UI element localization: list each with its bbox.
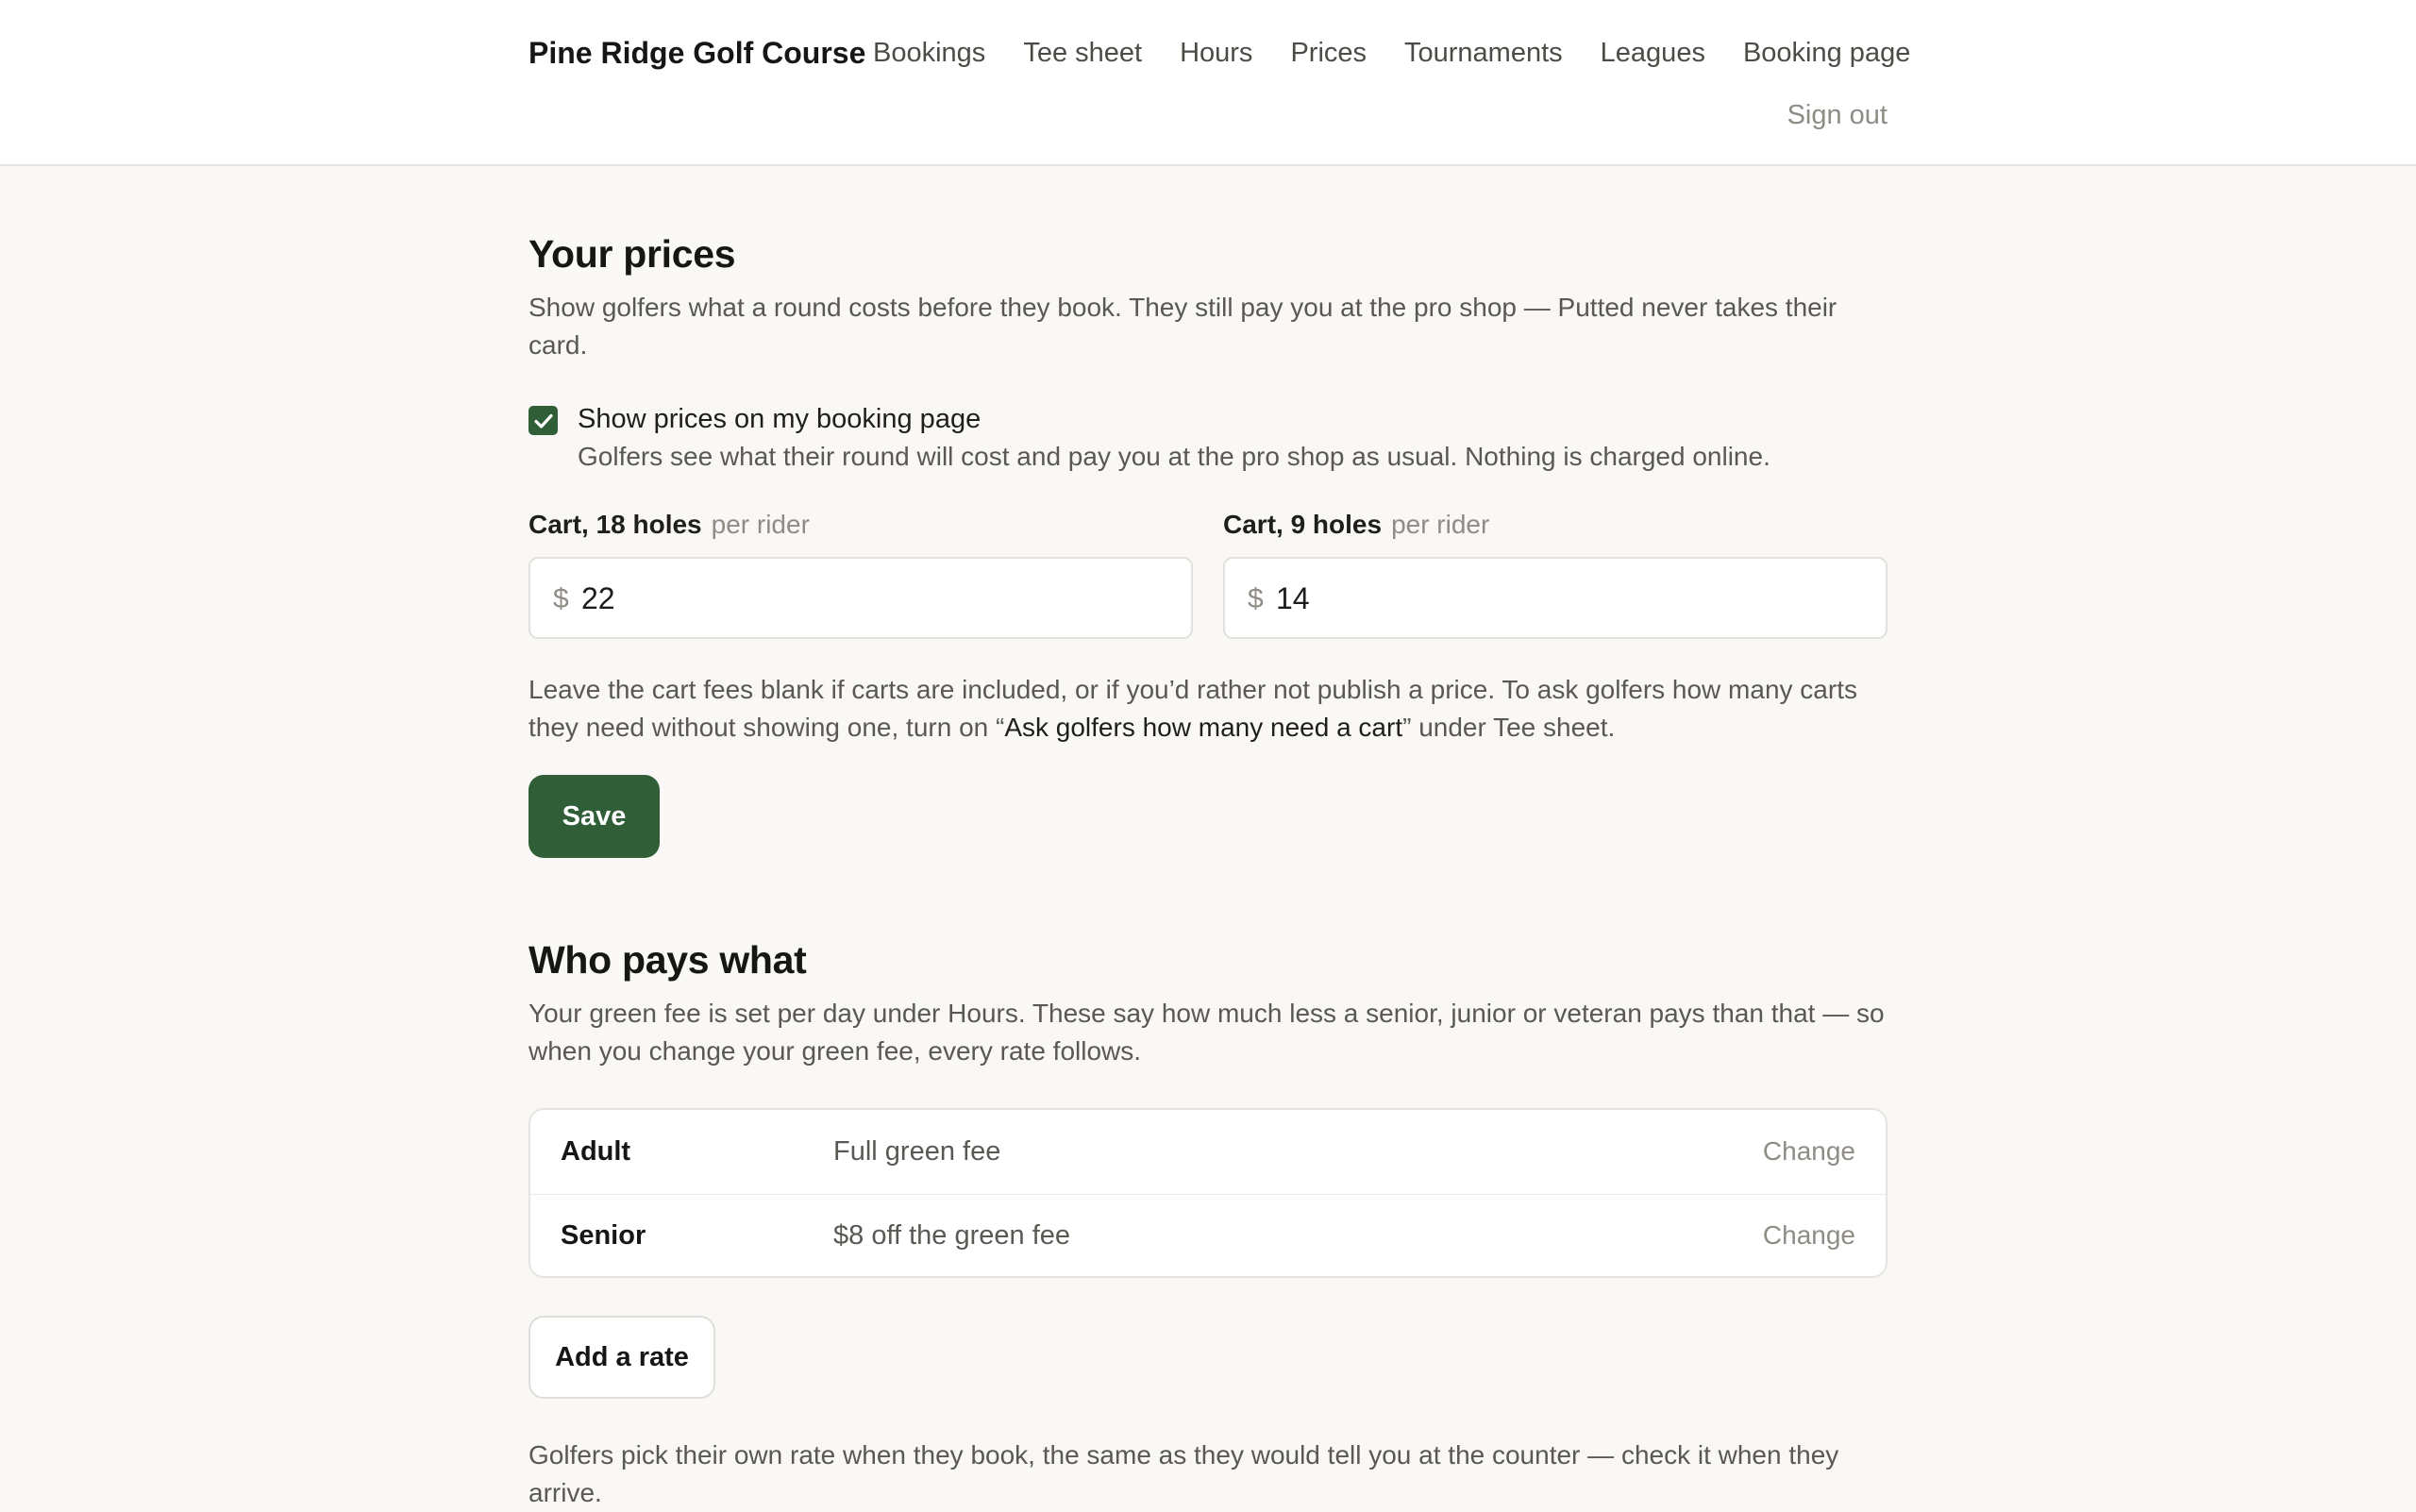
rate-description: Full green fee [833, 1136, 1001, 1167]
cart-18-label: Cart, 18 holes per rider [528, 510, 810, 539]
rate-name: Adult [561, 1136, 631, 1167]
course-name[interactable]: Pine Ridge Golf Course [528, 36, 866, 70]
rates-footer-note: Golfers pick their own rate when they book, the same as they would tell you at the counter — check it when they arrive. [528, 1440, 1839, 1507]
nav-leagues[interactable]: Leagues [1600, 38, 1705, 68]
checkmark-icon [532, 410, 555, 432]
nav-bookings[interactable]: Bookings [873, 38, 986, 68]
prices-intro: Show golfers what a round costs before they book. They still pay you at the pro shop — Putted never takes their card. [528, 293, 1837, 360]
change-rate-button[interactable]: Change [1762, 1136, 1855, 1166]
rate-row-senior [530, 1194, 1886, 1278]
save-button[interactable]: Save [528, 775, 660, 858]
prices-heading: Your prices [528, 232, 736, 276]
add-rate-button[interactable]: Add a rate [528, 1316, 715, 1399]
top-navigation-bar [0, 0, 2416, 166]
cart-fee-note: Leave the cart fees blank if carts are included, or if you’d rather not publish a price. To ask golfers how many carts they need without showing one, turn on “Ask golfers how many need a cart” under Tee sheet. [528, 675, 1857, 742]
cart-9-input[interactable] [1223, 557, 1888, 639]
nav-hours[interactable]: Hours [1180, 38, 1253, 68]
nav-prices[interactable]: Prices [1290, 38, 1367, 68]
cart-9-field [1223, 510, 1888, 615]
currency-symbol: $ [1248, 583, 1264, 614]
show-prices-label[interactable]: Show prices on my booking page [578, 404, 982, 434]
rates-heading: Who pays what [528, 938, 807, 982]
cart-18-value[interactable]: 22 [581, 581, 615, 615]
currency-symbol: $ [553, 583, 569, 614]
sign-out-link[interactable]: Sign out [1787, 100, 1888, 130]
cart-18-input[interactable] [528, 557, 1193, 639]
rates-list [528, 1108, 1888, 1278]
cart-9-label: Cart, 9 holes per rider [1223, 510, 1490, 539]
rate-description: $8 off the green fee [833, 1220, 1071, 1251]
nav-tee-sheet[interactable]: Tee sheet [1023, 38, 1143, 68]
show-prices-help: Golfers see what their round will cost and pay you at the pro shop as usual. Nothing is charged online. [578, 442, 1770, 471]
show-prices-checkbox[interactable] [528, 406, 558, 435]
change-rate-button[interactable]: Change [1762, 1220, 1855, 1250]
rate-name: Senior [561, 1220, 646, 1251]
cart-9-value[interactable]: 14 [1276, 581, 1310, 615]
rate-row-adult [530, 1110, 1886, 1194]
main-nav [873, 38, 1948, 69]
rates-intro: Your green fee is set per day under Hours. These say how much less a senior, junior or veteran pays than that — so when you change your green fee, every rate follows. [528, 999, 1885, 1066]
cart-18-field [528, 510, 1193, 615]
nav-booking-page[interactable]: Booking page [1742, 38, 1911, 68]
ask-cart-setting-link[interactable]: Ask golfers how many need a cart [1004, 713, 1403, 742]
nav-tournaments[interactable]: Tournaments [1404, 38, 1563, 68]
